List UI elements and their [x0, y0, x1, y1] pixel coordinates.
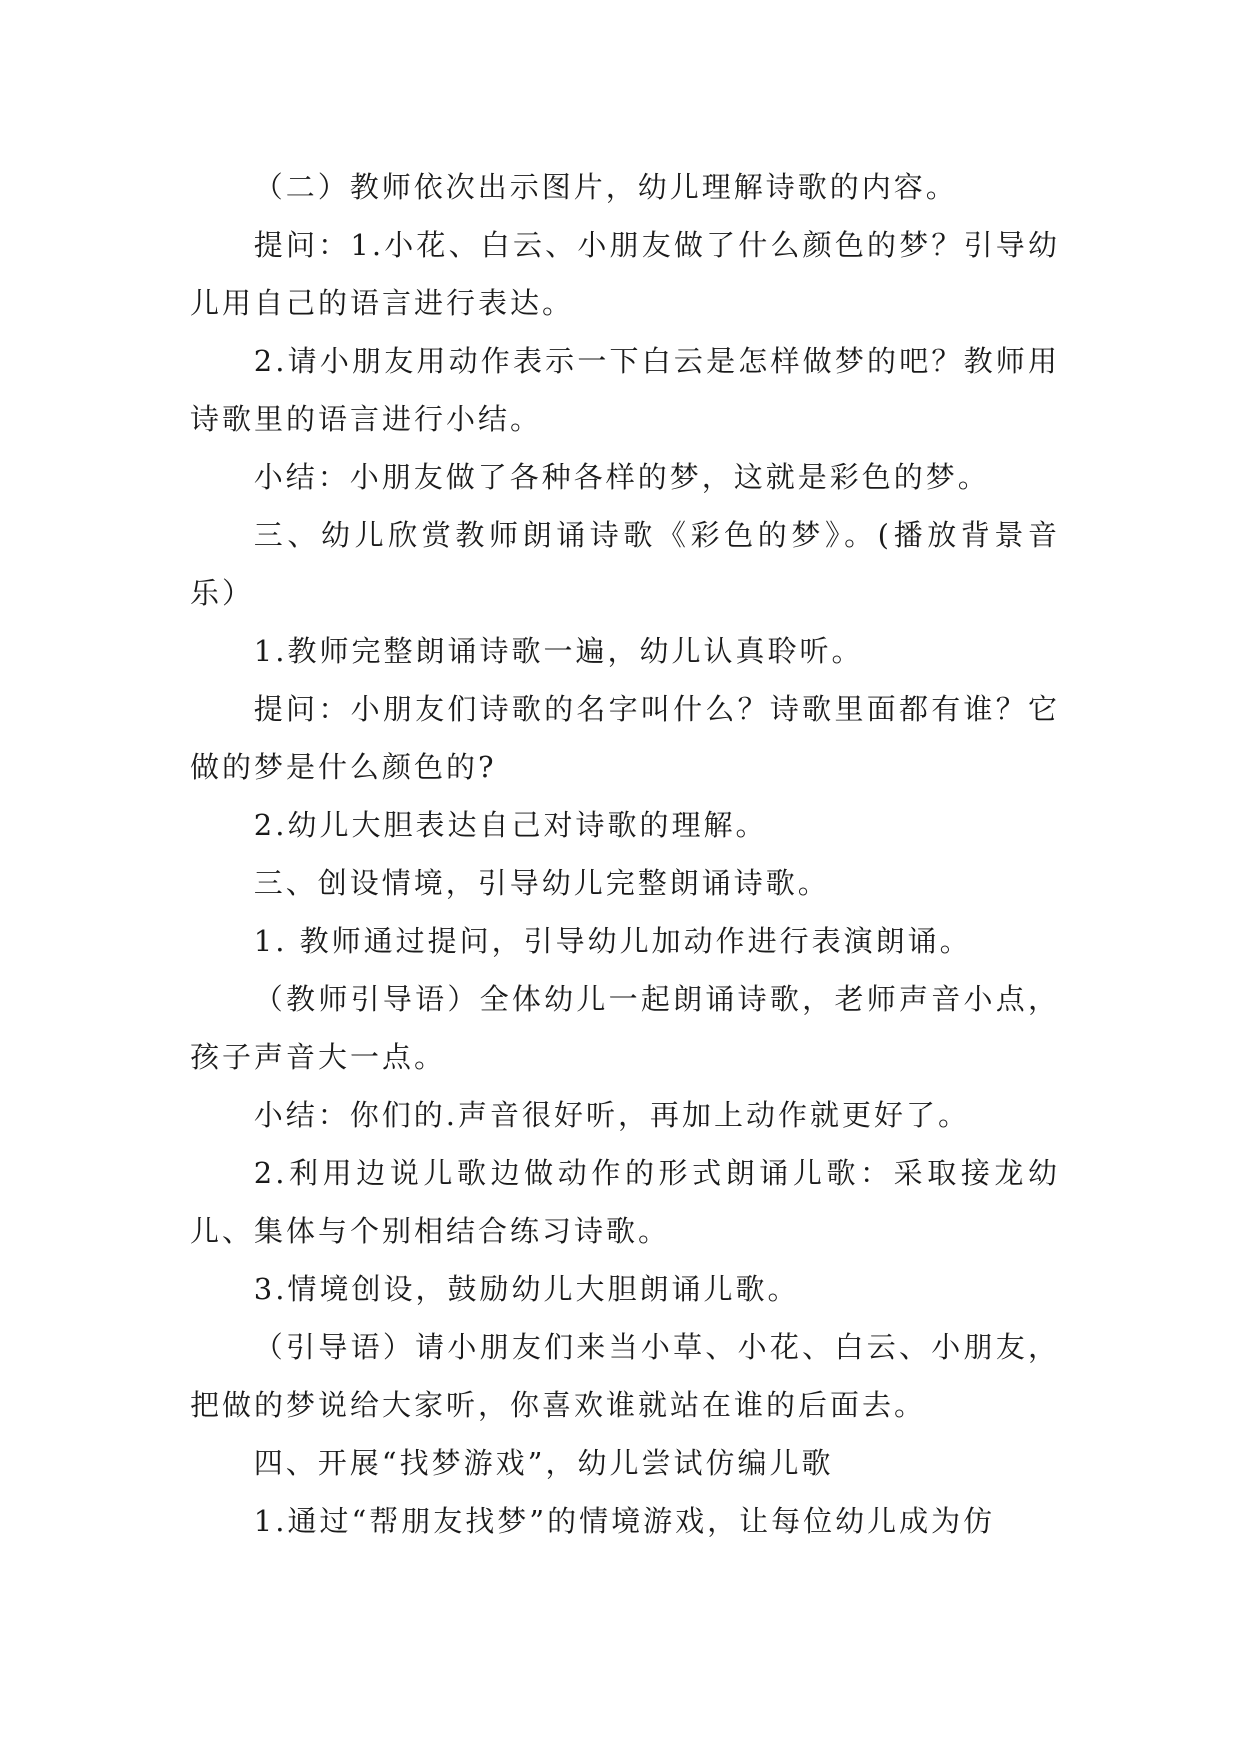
paragraph-section-appreciate: 三、幼儿欣赏教师朗诵诗歌《彩色的梦》。(播放背景音乐）	[190, 518, 1060, 610]
paragraph-question-1: 提问：1.小花、白云、小朋友做了什么颜色的梦？引导幼儿用自己的语言进行表达。	[190, 228, 1060, 320]
paragraph-section-scenario: 三、创设情境，引导幼儿完整朗诵诗歌。	[253, 866, 830, 900]
paragraph-step-3-scenario: 3.情境创设，鼓励幼儿大胆朗诵儿歌。	[253, 1272, 800, 1306]
paragraph-step-2-actions: 2.利用边说儿歌边做动作的形式朗诵儿歌：采取接龙幼儿、集体与个别相结合练习诗歌。	[190, 1156, 1060, 1248]
paragraph-question-2: 2.请小朋友用动作表示一下白云是怎样做梦的吧？教师用诗歌里的语言进行小结。	[190, 344, 1060, 436]
paragraph-teacher-guide: （教师引导语）全体幼儿一起朗诵诗歌，老师声音小点，孩子声音大一点。	[190, 982, 1060, 1074]
paragraph-question-3: 提问：小朋友们诗歌的名字叫什么？诗歌里面都有谁？它做的梦是什么颜色的?	[190, 692, 1060, 784]
paragraph-summary-2: 小结：你们的.声音很好听，再加上动作就更好了。	[253, 1098, 971, 1132]
document-body	[190, 158, 1060, 1550]
paragraph-summary-1: 小结：小朋友做了各种各样的梦，这就是彩色的梦。	[253, 460, 990, 494]
paragraph-step-1-game: 1.通过“帮朋友找梦”的情境游戏，让每位幼儿成为仿	[253, 1504, 996, 1538]
paragraph-intro-pictures: （二）教师依次出示图片，幼儿理解诗歌的内容。	[253, 170, 958, 204]
paragraph-step-1-recite: 1.教师完整朗诵诗歌一遍，幼儿认真聆听。	[253, 634, 864, 668]
paragraph-step-2-express: 2.幼儿大胆表达自己对诗歌的理解。	[253, 808, 768, 842]
paragraph-step-1-perform: 1. 教师通过提问，引导幼儿加动作进行表演朗诵。	[253, 924, 972, 958]
paragraph-section-game: 四、开展“找梦游戏”，幼儿尝试仿编儿歌	[253, 1446, 834, 1480]
paragraph-guide-words: （引导语）请小朋友们来当小草、小花、白云、小朋友，把做的梦说给大家听，你喜欢谁就站在谁的后面去。	[190, 1330, 1060, 1422]
